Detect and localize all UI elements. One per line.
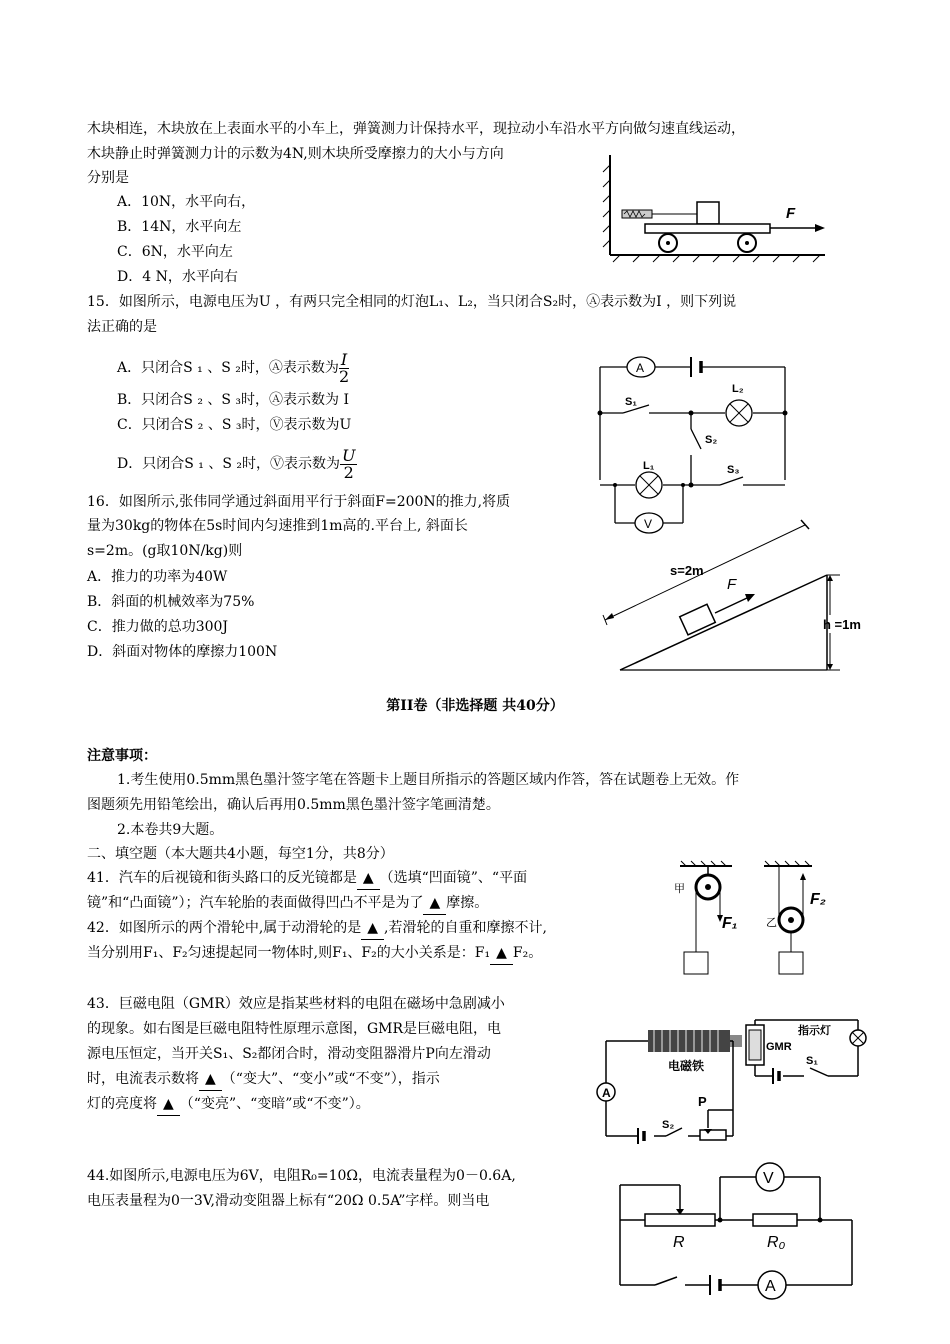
q15-lamp-l1-label: L₁ bbox=[643, 460, 655, 472]
q16-option-d: D．斜面对物体的摩擦力100N bbox=[87, 644, 278, 660]
q16-line2: 量为30kg的物体在5s时间内匀速推到1m高的.平台上, 斜面长 bbox=[87, 518, 468, 534]
q15-option-d-numerator: U bbox=[341, 445, 356, 465]
incline-length-label: s=2m bbox=[670, 563, 704, 578]
q15-lamp-l2-label: L₂ bbox=[732, 383, 744, 395]
q41-blank2: ▲ bbox=[423, 892, 446, 915]
q43-blank1: ▲ bbox=[199, 1068, 222, 1091]
q43-text4b: （“变大”、“变小”或“不变”），指示 bbox=[221, 1071, 440, 1087]
cart-spring-figure bbox=[600, 150, 830, 265]
q16-option-a: A．推力的功率为40W bbox=[87, 569, 228, 585]
q44-resistor-r-label: R bbox=[673, 1234, 685, 1251]
q44-voltmeter-label: V bbox=[763, 1170, 774, 1187]
q44-line2: 电压表量程为0一3V,滑动变阻器上标有“20Ω 0.5A”字样。则当电 bbox=[87, 1193, 490, 1209]
gmr-slider-label: P bbox=[698, 1094, 707, 1109]
pulley-figure bbox=[672, 860, 842, 980]
q15-option-d bbox=[117, 442, 357, 486]
q15-option-b: B．只闭合S ₂ 、S ₃时，Ⓐ表示数为 I bbox=[117, 392, 350, 408]
q41-text3: 镜”和“凸面镜”）；汽车轮胎的表面做得凹凸不平是为了 bbox=[87, 895, 424, 911]
q43-line1: 43．巨磁电阻（GMR）效应是指某些材料的电阻在磁场中急剧减小 bbox=[87, 996, 505, 1012]
q15-option-d-denominator: 2 bbox=[343, 462, 354, 482]
q14-option-d: D．4 N，水平向右 bbox=[117, 269, 238, 285]
q43-line4 bbox=[87, 1068, 440, 1091]
q41-line2 bbox=[87, 892, 488, 915]
gmr-switch-s2-label: S₂ bbox=[662, 1119, 675, 1131]
gmr-magnet-label: 电磁铁 bbox=[668, 1059, 705, 1073]
q14-option-b: B．14N，水平向左 bbox=[117, 219, 242, 235]
q43-text5b: （“变亮”、“变暗”或“不变”）。 bbox=[179, 1096, 370, 1112]
q15-option-a-text: A．只闭合S ₁ 、S ₂时，Ⓐ表示数为 bbox=[117, 360, 339, 376]
pulley-yi-label: 乙 bbox=[766, 917, 777, 929]
q44-resistor-r0-label: R₀ bbox=[767, 1234, 786, 1251]
q43-text5a: 灯的亮度将 bbox=[87, 1096, 157, 1112]
q41-text4: 摩擦。 bbox=[446, 895, 489, 911]
q15-option-a bbox=[117, 346, 349, 390]
q14-line3: 分别是 bbox=[87, 170, 129, 186]
q41-blank1: ▲ bbox=[357, 867, 380, 890]
pulley-f1-label: F₁ bbox=[722, 915, 738, 932]
incline-figure bbox=[595, 515, 875, 675]
q42-text3: 当分别用F₁、F₂匀速提起同一物体时,则F₁、F₂的大小关系是：F₁ bbox=[87, 945, 491, 961]
gmr-switch-s1-label: S₁ bbox=[806, 1055, 818, 1067]
pulley-jia-label: 甲 bbox=[674, 883, 685, 895]
section-title: 第II卷（非选择题 共40分） bbox=[386, 698, 564, 714]
q42-line1 bbox=[87, 917, 547, 940]
q14-option-c: C．6N，水平向左 bbox=[117, 244, 233, 260]
circuit-figure-q44 bbox=[615, 1155, 860, 1315]
circuit-figure-q15 bbox=[595, 345, 795, 535]
notice-title: 注意事项： bbox=[87, 748, 157, 764]
q44-line1: 44.如图所示,电源电压为6V，电阻R₀=10Ω，电流表量程为0－0.6A, bbox=[87, 1168, 516, 1184]
cart-force-label: F bbox=[786, 205, 796, 222]
notice-2: 2.本卷共9大题。 bbox=[117, 822, 224, 838]
q15-line1: 15．如图所示，电源电压为U ，有两只完全相同的灯泡L₁、L₂，当只闭合S₂时，Ⓐ表示数为I ，则下列说 bbox=[87, 294, 737, 310]
notice-1b: 图题须先用铅笔绘出，确认后再用0.5mm黑色墨汁签字笔画清楚。 bbox=[87, 797, 500, 813]
q16-option-c: C．推力做的总功300J bbox=[87, 619, 229, 635]
q41-text1: 41．汽车的后视镜和街头路口的反光镜都是 bbox=[87, 870, 357, 886]
gmr-circuit-figure bbox=[598, 1010, 873, 1148]
q43-blank2: ▲ bbox=[157, 1093, 180, 1116]
q16-option-b: B．斜面的机械效率为75% bbox=[87, 594, 255, 610]
notice-1a: 1.考生使用0.5mm黑色墨汁签字笔在答题卡上题目所指示的答题区域内作答，答在试题卷上无效。作 bbox=[117, 772, 740, 788]
q43-line3: 源电压恒定，当开关S₁、S₂都闭合时，滑动变阻器滑片P向左滑动 bbox=[87, 1046, 491, 1062]
q43-line2: 的现象。如右图是巨磁电阻特性原理示意图，GMR是巨磁电阻，电 bbox=[87, 1021, 502, 1037]
incline-force-label: F bbox=[727, 576, 737, 593]
q43-text4a: 时，电流表示数将 bbox=[87, 1071, 199, 1087]
gmr-sensor-label: GMR bbox=[766, 1041, 792, 1053]
q15-option-c: C．只闭合S ₂ 、S ₃时，Ⓥ表示数为U bbox=[117, 417, 352, 433]
gmr-ammeter-label: A bbox=[602, 1086, 611, 1100]
q15-line2: 法正确的是 bbox=[87, 319, 157, 335]
q15-option-a-numerator: I bbox=[340, 349, 348, 369]
incline-height-label: h =1m bbox=[823, 617, 861, 632]
q42-blank1: ▲ bbox=[361, 917, 384, 940]
q16-line3: s=2m。(g取10N/kg)则 bbox=[87, 543, 243, 559]
q15-ammeter-label: A bbox=[636, 361, 645, 375]
q14-line2: 木块静止时弹簧测力计的示数为4N,则木块所受摩擦力的大小与方向 bbox=[87, 146, 504, 162]
q15-switch-s2-label: S₂ bbox=[705, 434, 718, 446]
gmr-lamp-label: 指示灯 bbox=[798, 1025, 831, 1037]
q15-switch-s3-label: S₃ bbox=[727, 464, 740, 476]
q42-blank2: ▲ bbox=[490, 942, 513, 965]
q14-option-a: A．10N，水平向右， bbox=[117, 194, 256, 210]
q42-text2: ,若滑轮的自重和摩擦不计, bbox=[384, 920, 547, 936]
pulley-f2-label: F₂ bbox=[810, 891, 826, 908]
q15-voltmeter-label: V bbox=[644, 517, 653, 531]
q42-text1: 42．如图所示的两个滑轮中,属于动滑轮的是 bbox=[87, 920, 362, 936]
q42-line2 bbox=[87, 942, 542, 965]
q44-ammeter-label: A bbox=[765, 1278, 776, 1295]
q16-line1: 16．如图所示,张伟同学通过斜面用平行于斜面F=200N的推力,将质 bbox=[87, 494, 511, 510]
q41-line1 bbox=[87, 867, 527, 890]
q41-text2: （选填“凹面镜”、“平面 bbox=[379, 870, 528, 886]
q15-option-a-denominator: 2 bbox=[338, 366, 350, 386]
q14-line1: 木块相连，木块放在上表面水平的小车上，弹簧测力计保持水平，现拉动小车沿水平方向做匀速直线运动， bbox=[87, 121, 745, 137]
q42-text4: F₂。 bbox=[512, 945, 543, 961]
q43-line5 bbox=[87, 1093, 370, 1116]
q15-switch-s1-label: S₁ bbox=[625, 396, 637, 408]
part-heading: 二、填空题（本大题共4小题，每空1分，共8分） bbox=[87, 846, 394, 862]
q15-option-d-text: D．只闭合S ₁ 、S ₂时，Ⓥ表示数为 bbox=[117, 456, 340, 472]
